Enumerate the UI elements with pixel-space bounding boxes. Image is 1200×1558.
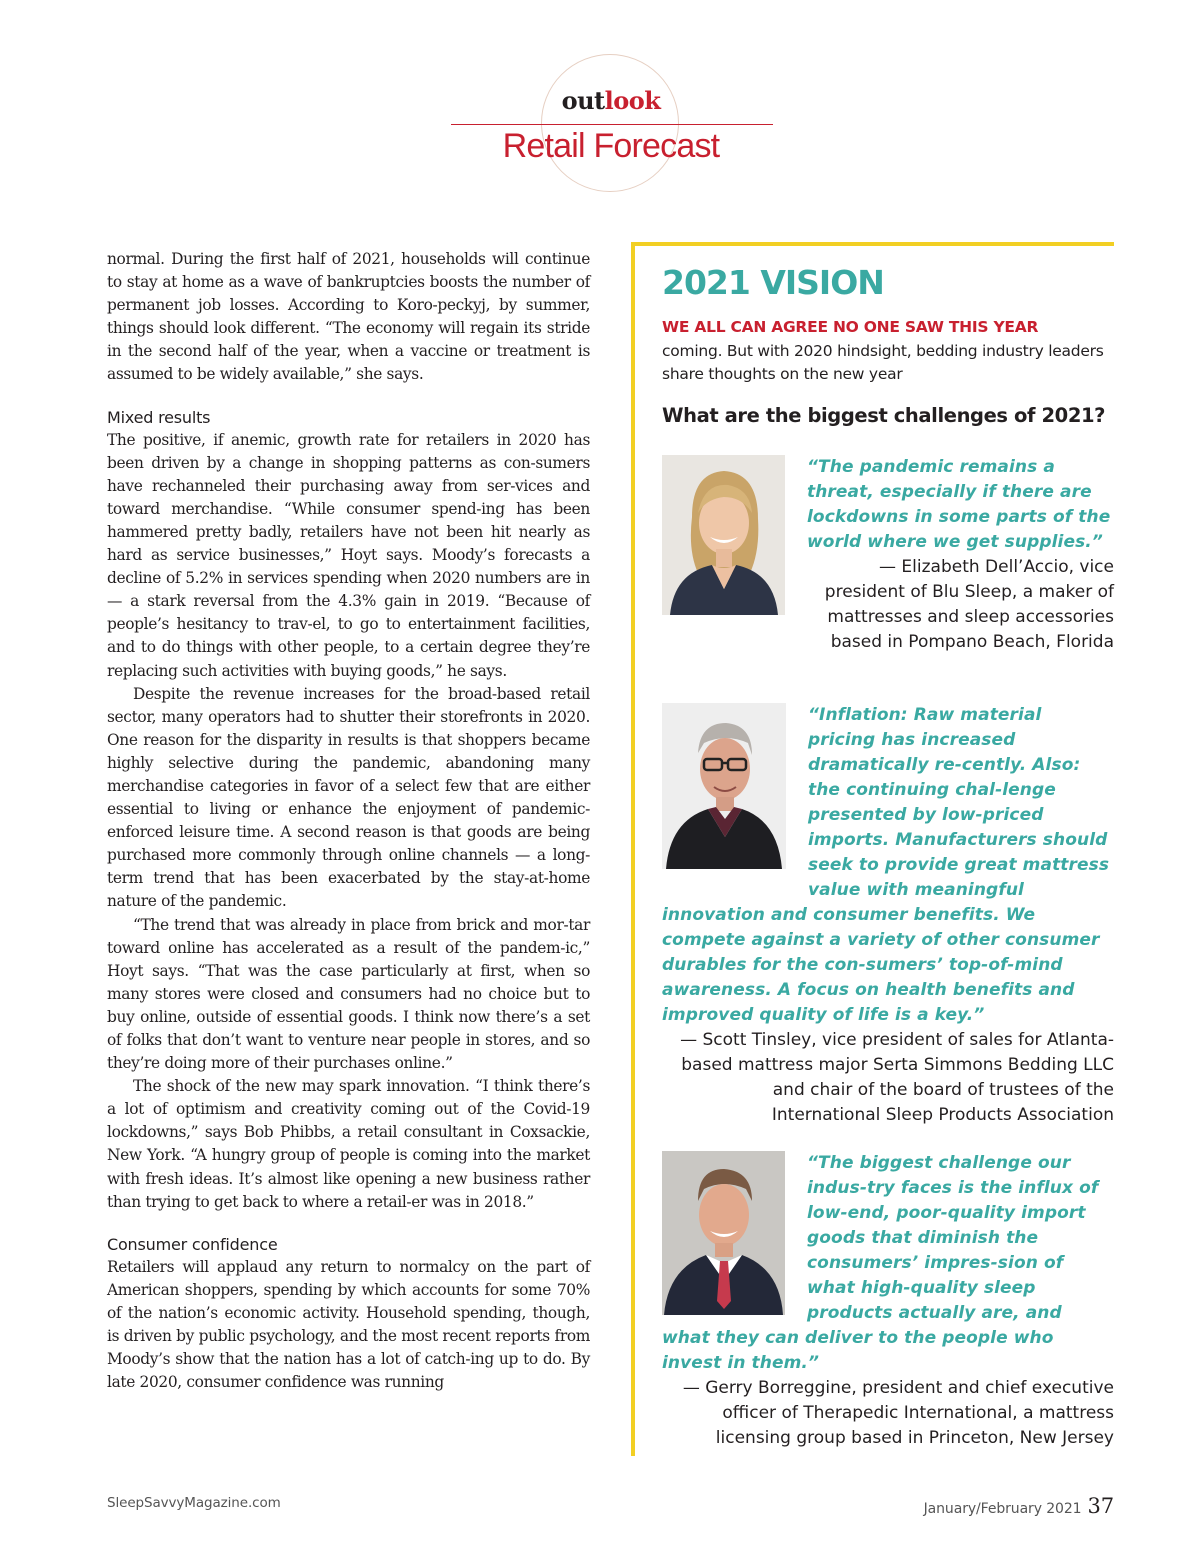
article-paragraph: The positive, if anemic, growth rate for retailers in 2020 has been driven by a change in shopping patterns as con-sumers have rechanneled their purchasing away from ser-vices and toward merchandise. “While consumer spend-ing has been hammered pretty badly, retailers have not been hit nearly as hard as service businesses,” Hoyt says. Moody’s forecasts a decline of 5.2% in services spending when 2020 numbers are in — a stark reversal from the 4.3% gain in 2019. “Because of people’s hesitancy to trav-el, to go to entertainment facilities, and to do things with other people, to a certain degree they’re replacing such activities with buying goods,” he says. xyxy=(107,430,590,680)
portrait-photo xyxy=(662,1151,785,1315)
article-paragraph: normal. During the first half of 2021, households will continue to stay at home as a wave of bankruptcies boosts the number of permanent job losses. According to Koro-peckyj, by summer, things should look different. “The economy will regain its stride in the second half of the year, when a vaccine or treatment is assumed to be widely available,” she says. xyxy=(107,250,590,384)
portrait-woman-blonde xyxy=(662,455,785,615)
portrait-man-glasses xyxy=(662,703,786,869)
sidebar-vertical-rule xyxy=(631,242,635,1456)
footer-website: SleepSavvyMagazine.com xyxy=(107,1495,281,1511)
article-paragraph: Despite the revenue increases for the broad-based retail sector, many operators had to shutter their storefronts in 2020. One reason for the disparity in results is that shoppers became highly selective during the pandemic, abandoning many merchandise categories in favor of a select few that are either essential to living or enhance the enjoyment of pandemic-enforced leisure time. A second reason is that goods are being purchased more commonly through online channels — a long-term trend that has been exacerbated by the stay-at-home nature of the pandemic. xyxy=(107,684,590,911)
footer-issue-date: January/February 2021 xyxy=(923,1501,1082,1517)
portrait-man-red-tie xyxy=(662,1151,785,1315)
header-rule xyxy=(451,124,773,125)
header-circle-ornament xyxy=(541,54,679,192)
sidebar-top-rule xyxy=(631,242,1114,246)
article-paragraph: “The trend that was already in place from brick and mor-tar toward online has accelerated as a result of the pandem-ic,” Hoyt says. “That was the case particularly at first, when so many stores were closed and consumers had no choice but to buy online, outside of essential goods. I think now there’s a set of folks that don’t want to venture near people in stores, and so they’re doing more of their purchases online.” xyxy=(107,915,590,1073)
quote-block xyxy=(662,1151,1114,1451)
quote-text: “The biggest challenge our indus-try faces is the influx of low-end, poor-quality import goods that diminish the consumers’ impres-sion of what high-quality sleep products actually are, and what they can deliver to the people who invest in them.” xyxy=(662,1153,1099,1373)
section-kicker xyxy=(450,86,772,115)
portrait-photo xyxy=(662,703,786,869)
quote-block xyxy=(662,703,1114,1128)
quote-attribution: — Elizabeth Dell’Accio, vice president of Blu Sleep, a maker of mattresses and sleep accessories based in Pompano Beach, Florida xyxy=(824,557,1114,652)
quote-attribution: — Scott Tinsley, vice president of sales for Atlanta-based mattress major Serta Simmons Bedding LLC and chair of the board of trustees of the International Sleep Products Association xyxy=(680,1030,1114,1125)
kicker-part-1: out xyxy=(561,86,605,115)
quote-text: “The pandemic remains a threat, especially if there are lockdowns in some parts of the world where we get supplies.” xyxy=(807,457,1111,552)
article-paragraph: The shock of the new may spark innovation. “I think there’s a lot of optimism and creativity coming out of the Covid-19 lockdowns,” says Bob Phibbs, a retail consultant in Coxsackie, New York. “A hungry group of people is coming into the market with fresh ideas. It’s almost like opening a new business rather than trying to get back to where a retail-er was in 2018.” xyxy=(107,1077,590,1211)
quote-text: “Inflation: Raw material pricing has increased dramatically re-cently. Also: the continuing chal-lenge presented by low-priced imports. Manufacturers should seek to provide great mattress value with meaningful innovation and consumer benefits. We compete against a variety of other consumer durables for the con-sumers’ top-of-mind awareness. A focus on health benefits and improved quality of life is a key.” xyxy=(662,705,1110,1025)
sidebar-intro-lead: WE ALL CAN AGREE NO ONE SAW THIS YEAR xyxy=(662,318,1039,336)
quote-attribution: — Gerry Borreggine, president and chief executive officer of Therapedic International, a mattress licensing group based in Princeton, New Jersey xyxy=(682,1378,1114,1448)
sidebar-title: 2021 VISION xyxy=(662,263,884,302)
subhead-consumer-confidence: Consumer confidence xyxy=(107,1234,278,1254)
article-paragraph: Retailers will applaud any return to normalcy on the part of American shoppers, spending by which accounts for some 70% of the nation’s economic activity. Household spending, though, is driven by public psychology, and the most recent reports from Moody’s show that the nation has a lot of catch-ing up to do. By late 2020, consumer confidence was running xyxy=(107,1257,590,1392)
footer-issue-info xyxy=(924,1494,1114,1518)
subhead-mixed-results: Mixed results xyxy=(107,407,211,427)
quote-block xyxy=(662,455,1114,655)
sidebar-intro xyxy=(662,316,1122,387)
section-title: Retail Forecast xyxy=(502,127,720,165)
sidebar-question: What are the biggest challenges of 2021? xyxy=(662,404,1106,427)
kicker-part-2: look xyxy=(604,86,661,115)
article-column xyxy=(107,248,590,1394)
page-number: 37 xyxy=(1087,1494,1114,1518)
sidebar-intro-text: coming. But with 2020 hindsight, bedding industry leaders share thoughts on the new year xyxy=(662,341,1104,383)
portrait-photo xyxy=(662,455,785,615)
